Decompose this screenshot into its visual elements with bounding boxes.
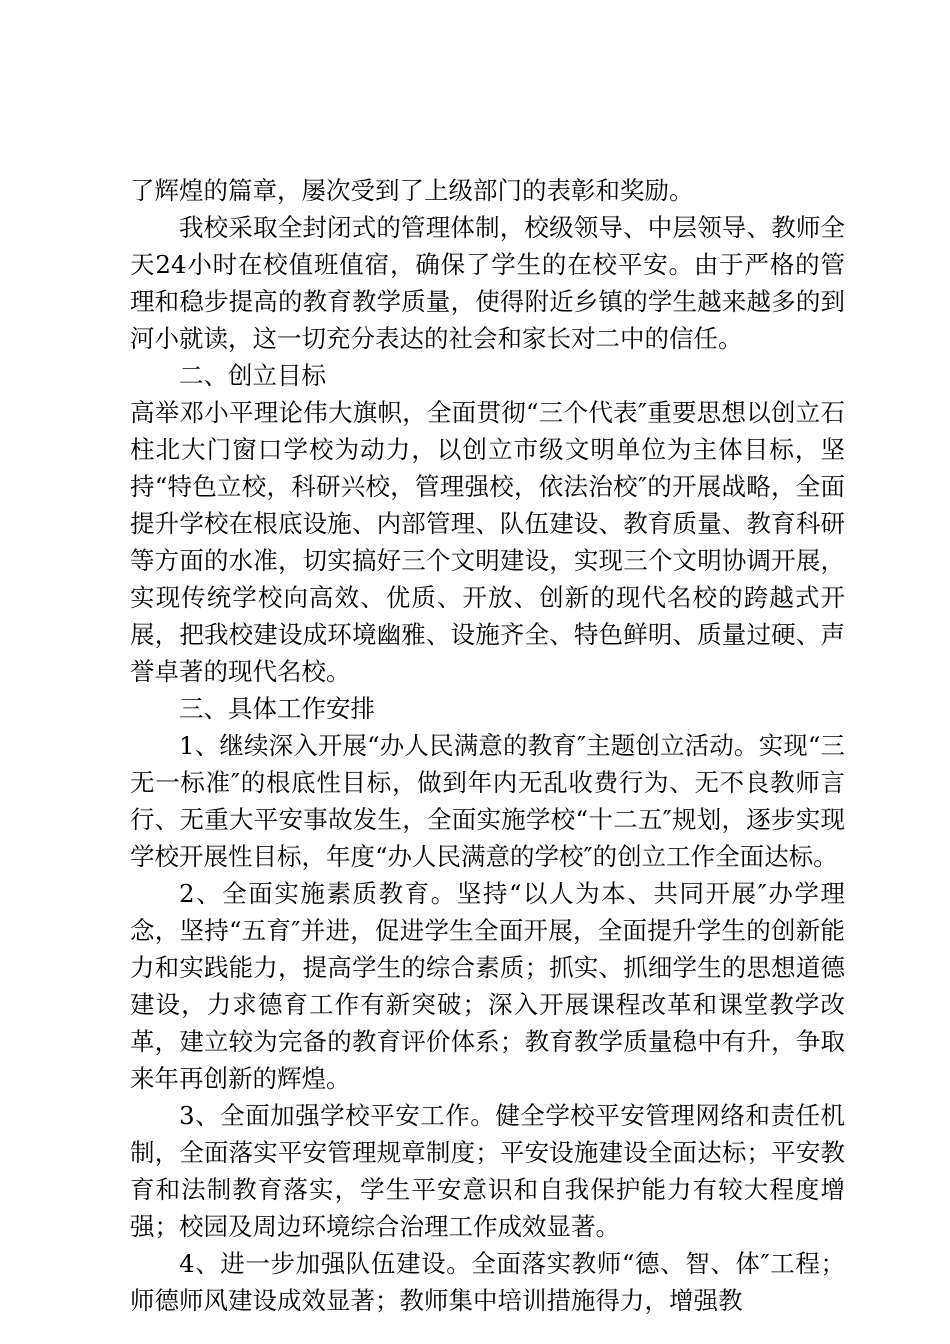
paragraph-management-system: 我校采取全封闭式的管理体制，校级领导、中层领导、教师全天24小时在校值班值宿，确保了学生的在校平安。由于严格的管理和稳步提高的教育教学质量，使得附近乡镇的学生越来越多的到河小就读，这一切充分表达的社会和家长对二中的信任。 xyxy=(130,213,845,353)
paragraph-item-4: 4、进一步加强队伍建设。全面落实教师“德、智、体″工程；师德师风建设成效显著；教师集中培训措施得力，增强教 xyxy=(130,1249,845,1315)
paragraph-goals: 高举邓小平理论伟大旗帜，全面贯彻“三个代表″重要思想以创立石柱北大门窗口学校为动力，以创立市级文明单位为主体目标，坚持“特色立校，科研兴校，管理强校，依法治校″的开展战略，全面提升学校在根底设施、内部管理、队伍建设、教育质量、教育科研等方面的水准，切实搞好三个文明建设，实现三个文明协调开展，实现传统学校向高效、优质、开放、创新的现代名校的跨越式开展，把我校建设成环境幽雅、设施齐全、特色鲜明、质量过硬、声誉卓著的现代名校。 xyxy=(130,398,845,686)
paragraph-item-1: 1、继续深入开展“办人民满意的教育″主题创立活动。实现“三无一标准″的根底性目标，做到年内无乱收费行为、无不良教师言行、无重大平安事故发生，全面实施学校“十二五″规划，逐步实现学校开展性目标，年度“办人民满意的学校″的创立工作全面达标。 xyxy=(130,731,845,871)
paragraph-item-3: 3、全面加强学校平安工作。健全学校平安管理网络和责任机制，全面落实平安管理规章制度；平安设施建设全面达标；平安教育和法制教育落实，学生平安意识和自我保护能力有较大程度增强；校园及周边环境综合治理工作成效显著。 xyxy=(130,1101,845,1241)
section-heading-goals: 二、创立目标 xyxy=(179,361,326,390)
paragraph-continuation: 了辉煌的篇章，屡次受到了上级部门的表彰和奖励。 xyxy=(130,176,694,205)
paragraph-item-2: 2、全面实施素质教育。坚持“以人为本、共同开展″办学理念，坚持“五育″并进，促进学生全面开展，全面提升学生的创新能力和实践能力，提高学生的综合素质；抓实、抓细学生的思想道德建设，力求德育工作有新突破；深入开展课程改革和课堂教学改革，建立较为完备的教育评价体系；教育教学质量稳中有升，争取来年再创新的辉煌。 xyxy=(130,879,845,1093)
document-page xyxy=(130,172,845,1319)
section-heading-arrangements: 三、具体工作安排 xyxy=(179,694,375,723)
